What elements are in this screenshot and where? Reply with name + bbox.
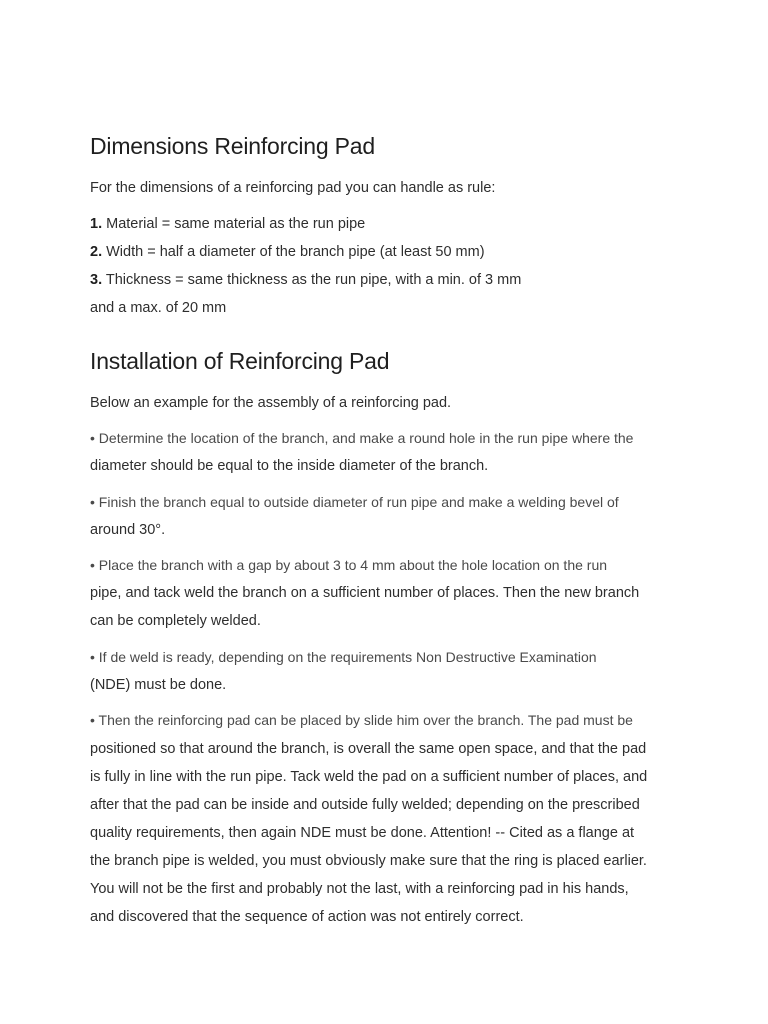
rule-item-3 (90, 266, 521, 294)
bullet-item-3-line-3: can be completely welded. (90, 613, 261, 629)
bullet-item-1-line-2: diameter should be equal to the inside diameter of the branch. (90, 458, 489, 474)
bullet-item-5-line-7: You will not be the first and probably not the last, with a reinforcing pad in his hands, (90, 881, 629, 897)
rule-text: Width = half a diameter of the branch pipe (at least 50 mm) (102, 244, 485, 260)
bullet-item-1-line-1: • Determine the location of the branch, and make a round hole in the run pipe where the (90, 430, 634, 446)
rule-item-2 (90, 238, 485, 266)
bullet-item-3-line-2: pipe, and tack weld the branch on a sufficient number of places. Then the new branch (90, 585, 640, 601)
bullet-item-2-line-1: • Finish the branch equal to outside diameter of run pipe and make a welding bevel of (90, 494, 619, 510)
bullet-item-5-line-3: is fully in line with the run pipe. Tack weld the pad on a sufficient number of places, and (90, 769, 648, 785)
rule-number: 2. (90, 244, 103, 260)
rule-number: 3. (90, 272, 103, 288)
rule-item-3-continued: and a max. of 20 mm (90, 300, 227, 316)
bullet-item-2-line-2: around 30°. (90, 522, 166, 538)
installation-intro: Below an example for the assembly of a reinforcing pad. (90, 395, 452, 411)
bullet-item-4-line-2: (NDE) must be done. (90, 677, 227, 693)
bullet-item-5-line-4: after that the pad can be inside and outside fully welded; depending on the prescribed (90, 797, 640, 813)
dimensions-intro: For the dimensions of a reinforcing pad you can handle as rule: (90, 180, 496, 196)
section-heading-installation: Installation of Reinforcing Pad (90, 348, 390, 374)
bullet-item-3-line-1: • Place the branch with a gap by about 3 to 4 mm about the hole location on the run (90, 557, 608, 573)
rule-number: 1. (90, 216, 103, 232)
bullet-item-5-line-8: and discovered that the sequence of action was not entirely correct. (90, 909, 524, 925)
bullet-item-5-line-1: • Then the reinforcing pad can be placed by slide him over the branch. The pad must be (90, 712, 633, 728)
section-heading-dimensions: Dimensions Reinforcing Pad (90, 133, 375, 159)
rule-text: Thickness = same thickness as the run pipe, with a min. of 3 mm (102, 272, 522, 288)
bullet-item-5-line-2: positioned so that around the branch, is overall the same open space, and that the pad (90, 741, 647, 757)
bullet-item-5-line-6: the branch pipe is welded, you must obviously make sure that the ring is placed earlier. (90, 853, 647, 869)
bullet-item-4-line-1: • If de weld is ready, depending on the requirements Non Destructive Examination (90, 649, 597, 665)
rule-text: Material = same material as the run pipe (102, 216, 366, 232)
bullet-item-5-line-5: quality requirements, then again NDE must be done. Attention! -- Cited as a flange at (90, 825, 635, 841)
rule-item-1 (90, 210, 365, 238)
